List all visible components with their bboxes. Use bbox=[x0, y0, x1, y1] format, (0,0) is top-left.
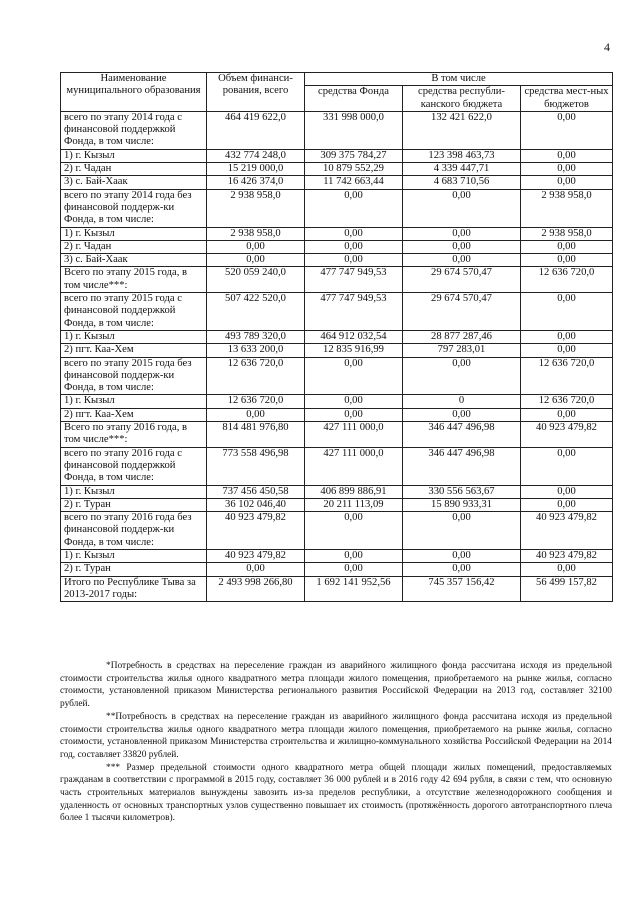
row-fund: 0,00 bbox=[305, 549, 403, 562]
table-row bbox=[61, 111, 613, 149]
row-fund: 427 111 000,0 bbox=[305, 447, 403, 485]
row-republic: 4 339 447,71 bbox=[403, 163, 521, 176]
table-row bbox=[61, 227, 613, 240]
row-name: 2) пгт. Каа-Хем bbox=[61, 408, 207, 421]
row-name: 1) г. Кызыл bbox=[61, 485, 207, 498]
row-republic: 0,00 bbox=[403, 189, 521, 227]
row-fund: 20 211 113,09 bbox=[305, 498, 403, 511]
row-local: 12 636 720,0 bbox=[521, 267, 613, 293]
row-name: 1) г. Кызыл bbox=[61, 549, 207, 562]
table-row bbox=[61, 576, 613, 602]
row-republic: 0,00 bbox=[403, 408, 521, 421]
row-local: 0,00 bbox=[521, 485, 613, 498]
row-local: 0,00 bbox=[521, 344, 613, 357]
row-fund: 0,00 bbox=[305, 357, 403, 395]
row-fund: 0,00 bbox=[305, 227, 403, 240]
page-number: 4 bbox=[604, 40, 610, 54]
row-local: 2 938 958,0 bbox=[521, 227, 613, 240]
row-total: 40 923 479,82 bbox=[207, 512, 305, 550]
footnote-1: *Потребность в средствах на переселение граждан из аварийного жилищного фонда рассчитана исходя из предельной стоимости строительства жилья одного квадратного метра площади жилого помещения, приобретаемого на рынке жилья, согласно стоимости, установленной приказом Министерства регионального развития Российской Федерации на 2013 год, составляет 32100 рублей. bbox=[60, 661, 612, 710]
table-row bbox=[61, 485, 613, 498]
table-header bbox=[61, 73, 613, 112]
row-republic: 745 357 156,42 bbox=[403, 576, 521, 602]
row-name: 3) с. Бай-Хаак bbox=[61, 254, 207, 267]
row-republic: 0 bbox=[403, 395, 521, 408]
row-total: 432 774 248,0 bbox=[207, 149, 305, 162]
table-body bbox=[61, 111, 613, 601]
row-fund: 427 111 000,0 bbox=[305, 422, 403, 448]
row-total: 40 923 479,82 bbox=[207, 549, 305, 562]
table-row bbox=[61, 293, 613, 331]
row-local: 40 923 479,82 bbox=[521, 422, 613, 448]
table-row bbox=[61, 422, 613, 448]
row-republic: 132 421 622,0 bbox=[403, 111, 521, 149]
row-fund: 0,00 bbox=[305, 563, 403, 576]
row-total: 12 636 720,0 bbox=[207, 357, 305, 395]
row-fund: 0,00 bbox=[305, 254, 403, 267]
row-total: 520 059 240,0 bbox=[207, 267, 305, 293]
table-row bbox=[61, 512, 613, 550]
row-republic: 330 556 563,67 bbox=[403, 485, 521, 498]
table-row bbox=[61, 176, 613, 189]
row-name: 1) г. Кызыл bbox=[61, 395, 207, 408]
row-total: 12 636 720,0 bbox=[207, 395, 305, 408]
row-local: 0,00 bbox=[521, 163, 613, 176]
row-fund: 0,00 bbox=[305, 408, 403, 421]
row-local: 2 938 958,0 bbox=[521, 189, 613, 227]
row-republic: 346 447 496,98 bbox=[403, 447, 521, 485]
table-row bbox=[61, 254, 613, 267]
row-name: Итого по Республике Тыва за 2013-2017 годы: bbox=[61, 576, 207, 602]
row-total: 16 426 374,0 bbox=[207, 176, 305, 189]
row-fund: 477 747 949,53 bbox=[305, 267, 403, 293]
row-total: 15 219 000,0 bbox=[207, 163, 305, 176]
row-local: 56 499 157,82 bbox=[521, 576, 613, 602]
header-republic-budget: средства республи-канского бюджета bbox=[403, 86, 521, 112]
header-including: В том числе bbox=[305, 73, 613, 86]
row-name: 2) г. Туран bbox=[61, 563, 207, 576]
footnote-3: *** Размер предельной стоимости одного квадратного метра общей площади жилых помещений, предоставляемых гражданам в соответствии с программой в 2015 году, составляет 36 000 рублей и в 2016 году 42 694 рубля, в связи с тем, что основную часть строительных материалов вынуждены завозить из-за пределов республики, а отсутствие железнодорожного сообщения и удаленность от основных транспортных узлов существенно повышает их стоимость (протяжённость дорогого автотранспортного плеча более 1 тысячи километров). bbox=[60, 762, 612, 824]
row-name: 2) пгт. Каа-Хем bbox=[61, 344, 207, 357]
row-local: 12 636 720,0 bbox=[521, 395, 613, 408]
table-row bbox=[61, 240, 613, 253]
row-total: 0,00 bbox=[207, 408, 305, 421]
table-row bbox=[61, 408, 613, 421]
table-row bbox=[61, 395, 613, 408]
row-republic: 4 683 710,56 bbox=[403, 176, 521, 189]
row-fund: 464 912 032,54 bbox=[305, 330, 403, 343]
row-total: 0,00 bbox=[207, 240, 305, 253]
row-name: всего по этапу 2014 года с финансовой поддержкой Фонда, в том числе: bbox=[61, 111, 207, 149]
row-total: 0,00 bbox=[207, 254, 305, 267]
row-fund: 10 879 552,29 bbox=[305, 163, 403, 176]
row-republic: 123 398 463,73 bbox=[403, 149, 521, 162]
footnotes bbox=[60, 660, 612, 825]
row-fund: 477 747 949,53 bbox=[305, 293, 403, 331]
row-republic: 0,00 bbox=[403, 357, 521, 395]
row-fund: 309 375 784,27 bbox=[305, 149, 403, 162]
row-name: 2) г. Туран bbox=[61, 498, 207, 511]
table-row bbox=[61, 549, 613, 562]
row-total: 737 456 450,58 bbox=[207, 485, 305, 498]
header-fund: средства Фонда bbox=[305, 86, 403, 112]
row-total: 13 633 200,0 bbox=[207, 344, 305, 357]
row-local: 0,00 bbox=[521, 176, 613, 189]
row-name: 2) г. Чадан bbox=[61, 163, 207, 176]
row-local: 0,00 bbox=[521, 111, 613, 149]
row-local: 0,00 bbox=[521, 563, 613, 576]
row-local: 0,00 bbox=[521, 240, 613, 253]
table-row bbox=[61, 498, 613, 511]
row-total: 2 938 958,0 bbox=[207, 189, 305, 227]
header-local-budget: средства мест-ных бюджетов bbox=[521, 86, 613, 112]
row-name: 1) г. Кызыл bbox=[61, 330, 207, 343]
row-total: 507 422 520,0 bbox=[207, 293, 305, 331]
row-republic: 15 890 933,31 bbox=[403, 498, 521, 511]
row-name: 1) г. Кызыл bbox=[61, 149, 207, 162]
row-name: всего по этапу 2014 года без финансовой поддерж-ки Фонда, в том числе: bbox=[61, 189, 207, 227]
row-name: 2) г. Чадан bbox=[61, 240, 207, 253]
row-local: 0,00 bbox=[521, 293, 613, 331]
row-name: всего по этапу 2015 года с финансовой поддержкой Фонда, в том числе: bbox=[61, 293, 207, 331]
row-name: всего по этапу 2015 года без финансовой поддерж-ки Фонда, в том числе: bbox=[61, 357, 207, 395]
row-local: 40 923 479,82 bbox=[521, 512, 613, 550]
table-row bbox=[61, 163, 613, 176]
row-name: Всего по этапу 2015 года, в том числе***: bbox=[61, 267, 207, 293]
row-republic: 0,00 bbox=[403, 254, 521, 267]
row-fund: 0,00 bbox=[305, 189, 403, 227]
table-row bbox=[61, 189, 613, 227]
row-local: 40 923 479,82 bbox=[521, 549, 613, 562]
row-republic: 28 877 287,46 bbox=[403, 330, 521, 343]
footnote-2: **Потребность в средствах на переселение граждан из аварийного жилищного фонда рассчитана исходя из предельной стоимости строительства жилья одного квадратного метра площади жилого помещения, приобретаемого на рынке жилья, согласно стоимости, установленной приказом Министерства строительства и жилищно-коммунального хозяйства Российской Федерации на 2014 год, составляет 33820 рублей. bbox=[60, 711, 612, 760]
header-municipality: Наименование муниципального образования bbox=[61, 73, 207, 112]
row-fund: 0,00 bbox=[305, 395, 403, 408]
row-total: 773 558 496,98 bbox=[207, 447, 305, 485]
row-name: 1) г. Кызыл bbox=[61, 227, 207, 240]
row-fund: 406 899 886,91 bbox=[305, 485, 403, 498]
row-local: 0,00 bbox=[521, 498, 613, 511]
row-total: 2 938 958,0 bbox=[207, 227, 305, 240]
row-total: 814 481 976,80 bbox=[207, 422, 305, 448]
row-fund: 11 742 663,44 bbox=[305, 176, 403, 189]
row-total: 2 493 998 266,80 bbox=[207, 576, 305, 602]
row-fund: 0,00 bbox=[305, 240, 403, 253]
row-local: 0,00 bbox=[521, 254, 613, 267]
row-total: 0,00 bbox=[207, 563, 305, 576]
table-row bbox=[61, 357, 613, 395]
row-local: 0,00 bbox=[521, 330, 613, 343]
row-name: 3) с. Бай-Хаак bbox=[61, 176, 207, 189]
row-republic: 29 674 570,47 bbox=[403, 293, 521, 331]
header-total-financing: Объем финанси-рования, всего bbox=[207, 73, 305, 112]
row-fund: 0,00 bbox=[305, 512, 403, 550]
row-republic: 0,00 bbox=[403, 512, 521, 550]
row-local: 0,00 bbox=[521, 149, 613, 162]
table-row bbox=[61, 149, 613, 162]
table-row bbox=[61, 267, 613, 293]
table-row bbox=[61, 344, 613, 357]
row-republic: 0,00 bbox=[403, 549, 521, 562]
table-row bbox=[61, 447, 613, 485]
table-row bbox=[61, 563, 613, 576]
row-fund: 331 998 000,0 bbox=[305, 111, 403, 149]
financing-table bbox=[60, 72, 613, 602]
table-row bbox=[61, 330, 613, 343]
row-local: 12 636 720,0 bbox=[521, 357, 613, 395]
row-name: всего по этапу 2016 года с финансовой поддержкой Фонда, в том числе: bbox=[61, 447, 207, 485]
row-fund: 12 835 916,99 bbox=[305, 344, 403, 357]
row-republic: 29 674 570,47 bbox=[403, 267, 521, 293]
row-republic: 0,00 bbox=[403, 240, 521, 253]
row-total: 493 789 320,0 bbox=[207, 330, 305, 343]
row-republic: 0,00 bbox=[403, 227, 521, 240]
row-fund: 1 692 141 952,56 bbox=[305, 576, 403, 602]
row-republic: 346 447 496,98 bbox=[403, 422, 521, 448]
row-name: всего по этапу 2016 года без финансовой поддерж-ки Фонда, в том числе: bbox=[61, 512, 207, 550]
row-republic: 0,00 bbox=[403, 563, 521, 576]
row-total: 36 102 046,40 bbox=[207, 498, 305, 511]
row-name: Всего по этапу 2016 года, в том числе***: bbox=[61, 422, 207, 448]
row-total: 464 419 622,0 bbox=[207, 111, 305, 149]
row-local: 0,00 bbox=[521, 447, 613, 485]
row-republic: 797 283,01 bbox=[403, 344, 521, 357]
row-local: 0,00 bbox=[521, 408, 613, 421]
